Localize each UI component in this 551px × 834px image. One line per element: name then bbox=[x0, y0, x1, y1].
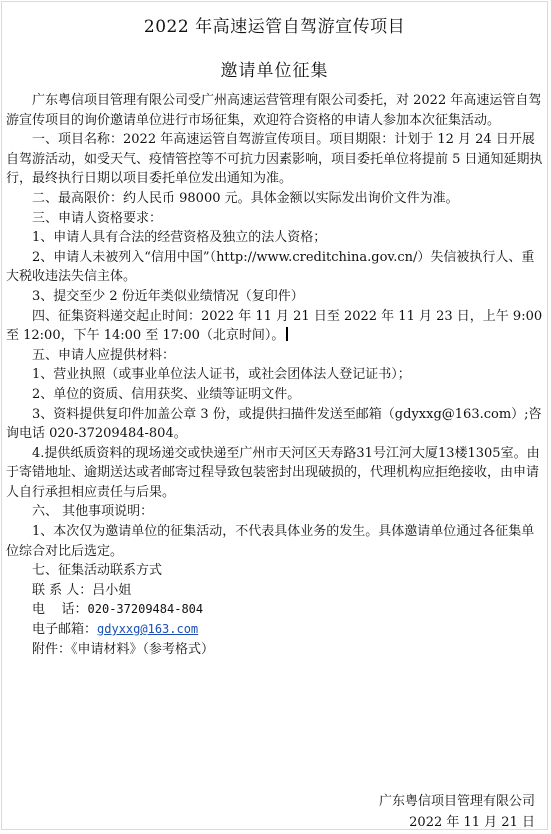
section-other-notes: 六、 其他事项说明： bbox=[32, 504, 154, 520]
email-link[interactable]: gdyxxg@163.com bbox=[97, 622, 199, 637]
signature-date: 2022 年 11 月 21 日 bbox=[409, 815, 535, 830]
email-label: 电子邮箱： bbox=[32, 622, 98, 638]
section-price-limit: 二、最高限价：约人民币 98000 元。具体金额以实际发出询价文件为准。 bbox=[32, 190, 459, 206]
qualification-item-1: 1、申请人具有合法的经营资格及独立的法人资格； bbox=[32, 230, 327, 246]
document-page bbox=[1, 1, 548, 830]
contact-email-line bbox=[6, 620, 543, 640]
contact-person-label: 联 系 人： bbox=[32, 582, 93, 598]
note-item-1: 1、本次仅为邀请单位的征集活动，不代表具体业务的发生。具体邀请单位通过各征集单位综合对比后选定。 bbox=[6, 524, 535, 559]
attachment-line: 附件：《申请材料》（参考格式） bbox=[32, 641, 215, 657]
signature-company: 广东粤信项目管理有限公司 bbox=[378, 794, 535, 809]
material-item-1: 1、营业执照（或事业单位法人证书，或社会团体法人登记证书）； bbox=[32, 367, 411, 383]
section-project-name: 一、项目名称：2022 年高速运管自驾游宣传项目。项目期限：计划于 12 月 24 日开展自驾游活动，如受天气、疫情管控等不可抗力因素影响，项目委托单位将提前 5 日通知延期执行，最终执行日期以项目委托单位发出通知为准。 bbox=[6, 132, 543, 187]
material-item-3: 3、资料提供复印件加盖公章 3 份，或提供扫描件发送至邮箱（gdyxxg@163.com）;咨询电话 020-37209484-804。 bbox=[6, 406, 542, 442]
qualification-item-2: 2、申请人未被列入“信用中国”（http://www.creditchina.gov.cn/）失信被执行人、重大税收违法失信主体。 bbox=[6, 249, 535, 285]
section-qualifications: 三、申请人资格要求： bbox=[32, 210, 163, 226]
document-body bbox=[2, 91, 547, 659]
section-submission-time bbox=[6, 307, 543, 346]
material-item-2: 2、单位的资质、信用获奖、业绩等证明文件。 bbox=[32, 386, 301, 402]
contact-phone-line bbox=[6, 600, 543, 620]
document-title: 2022 年高速运管自驾游宣传项目 bbox=[143, 17, 406, 37]
qualification-item-3: 3、提交至少 2 份近年类似业绩情况（复印件） bbox=[32, 288, 304, 304]
material-item-4: 4.提供纸质资料的现场递交或快递至广州市天河区天寿路31号江河大厦13楼1305室。由于寄错地址、逾期送达或者邮寄过程导致包装密封出现破损的，代理机构应拒绝接收，由申请人自行承担相应责任与后果。 bbox=[6, 445, 540, 500]
text-cursor bbox=[286, 327, 288, 341]
section-materials: 五、申请人应提供材料： bbox=[32, 347, 176, 363]
document-subtitle: 邀请单位征集 bbox=[220, 61, 329, 81]
section-contact: 七、征集活动联系方式 bbox=[32, 563, 163, 579]
contact-person-line bbox=[6, 581, 543, 601]
phone-label: 电 话： bbox=[32, 602, 88, 618]
intro-paragraph: 广东粤信项目管理有限公司受广州高速运营管理有限公司委托，对 2022 年高速运管自驾游宣传项目的询价邀请单位进行市场征集，欢迎符合资格的申请人参加本次征集活动。 bbox=[6, 93, 542, 128]
phone-value: 020-37209484-804 bbox=[87, 602, 204, 617]
contact-person-value: 吕小姐 bbox=[92, 582, 132, 598]
submission-time-text: 四、征集资料递交起止时间：2022 年 11 月 21 日至 2022 年 11 月 23 日，上午 9:00 至 12:00，下午 14:00 至 17:00（北京时间）。 bbox=[6, 308, 543, 344]
